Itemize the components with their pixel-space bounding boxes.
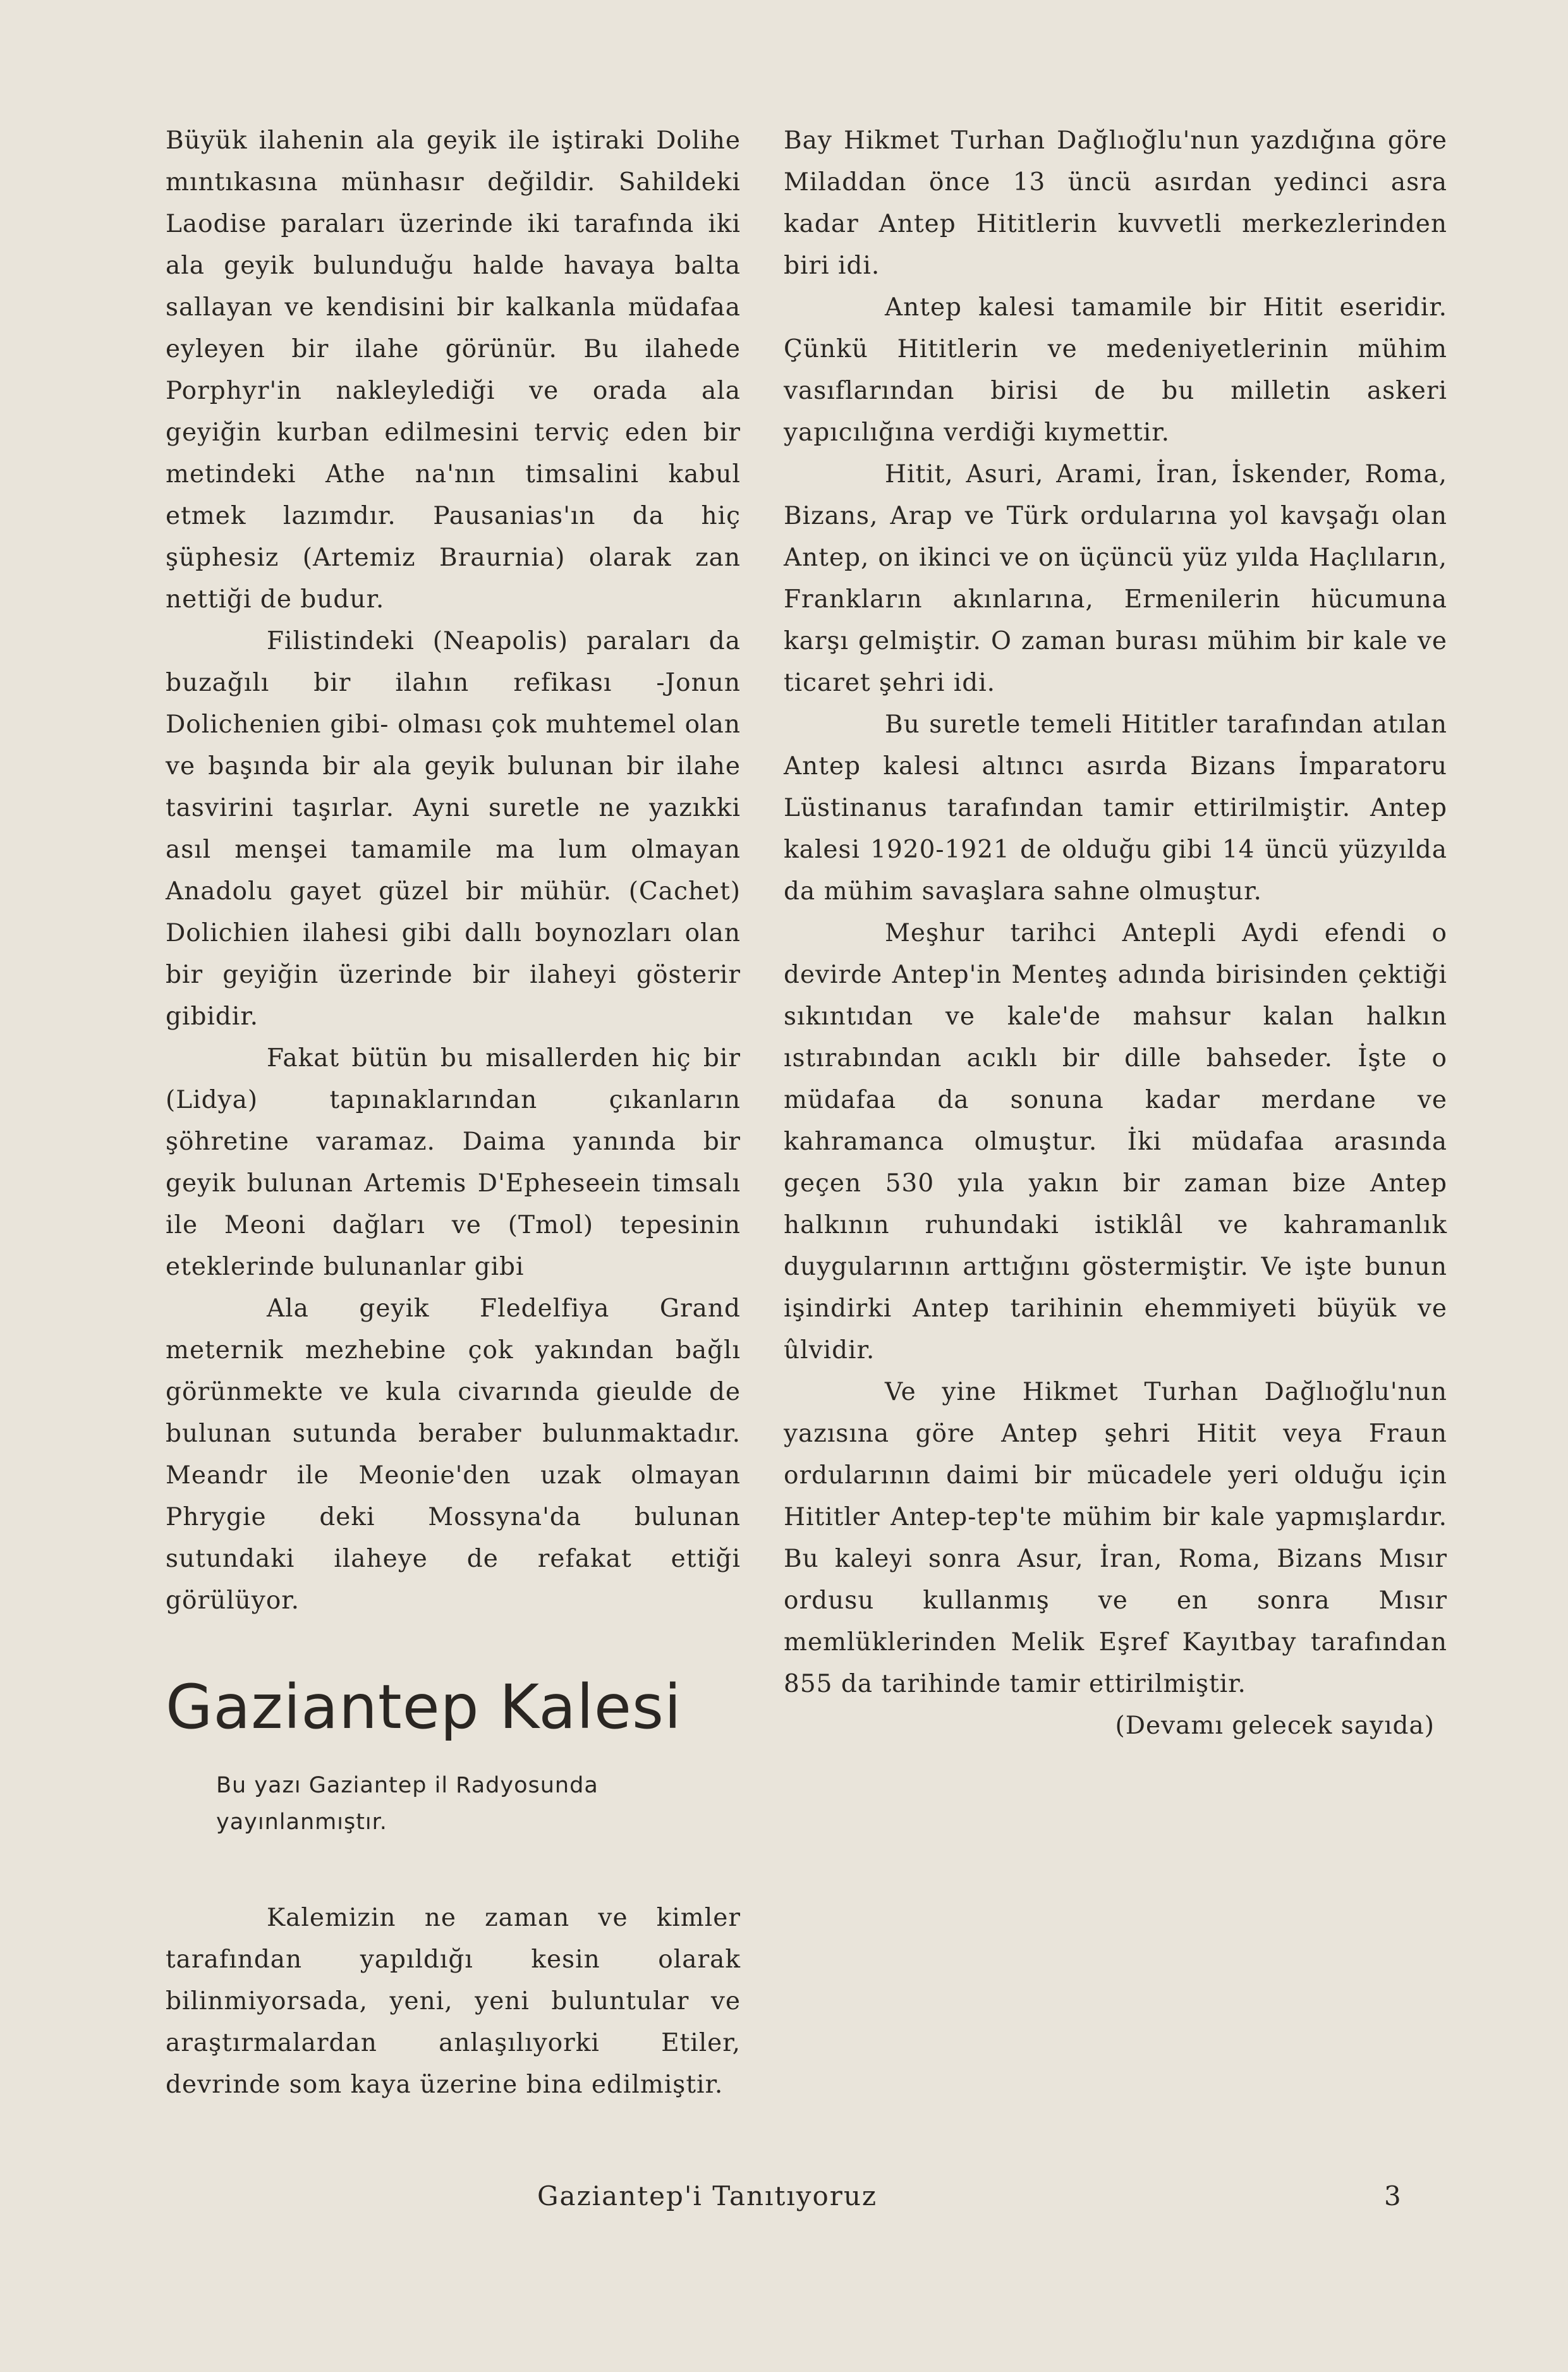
right-paragraph-3: Hitit, Asuri, Arami, İran, İskender, Roma, Bizans, Arap ve Türk ordularına yol kavşağı olan Antep, on ikinci ve on üçüncü yüz yılda Haçlıların, Frankların akınlarına, Ermenilerin hücumuna karşı gelmiştir. O zaman burası mühim bir kale ve ticaret şehri idi.	[784, 460, 1447, 697]
left-paragraph-5: Kalemizin ne zaman ve kimler tarafından yapıldığı kesin olarak bilinmiyorsada, yeni, yeni buluntular ve araştırmalardan anlaşılıyorki Etiler, devrinde som kaya üzerine bina edilmiştir.	[166, 1904, 741, 2099]
left-paragraph-3: Fakat bütün bu misallerden hiç bir (Lidya) tapınaklarından çıkanların şöhretine varamaz. Daima yanında bir geyik bulunan Artemis D'Epheseein timsalı ile Meoni dağları ve (Tmol) tepesinin eteklerinde bulunanlar gibi	[166, 1044, 741, 1281]
left-paragraph-2: Filistindeki (Neapolis) paraları da buzağılı bir ilahın refikası -Jonun Dolichenien gibi- olması çok muhtemel olan ve başında bir ala geyik bulunan bir ilahe tasvirini taşırlar. Ayni suretle ne yazıkki asıl menşei tamamile ma lum olmayan Anadolu gayet güzel bir mühür. (Cachet) Dolichien ilahesi gibi dallı boynozları olan bir geyiğin üzerinde bir ilaheyi gösterir gibidir.	[166, 627, 741, 1031]
right-paragraph-2: Antep kalesi tamamile bir Hitit eseridir. Çünkü Hititlerin ve medeniyetlerinin mühim vasıflarından birisi de bu milletin askeri yapıcılığına verdiği kıymettir.	[784, 293, 1447, 447]
page-number: 3	[1384, 2180, 1401, 2211]
continued-note: (Devamı gelecek sayıda)	[1115, 1712, 1435, 1740]
right-paragraph-1: Bay Hikmet Turhan Dağlıoğlu'nun yazdığına göre Miladdan önce 13 üncü asırdan yedinci asra kadar Antep Hititlerin kuvvetli merkezlerinden biri idi.	[784, 126, 1447, 280]
right-paragraph-5: Meşhur tarihci Antepli Aydi efendi o devirde Antep'in Menteş adında birisinden çektiği sıkıntıdan ve kale'de mahsur kalan halkın ıstırabından acıklı bir dille bahseder. İşte o müdafaa da sonuna kadar merdane ve kahramanca olmuştur. İki müdafaa arasında geçen 530 yıla yakın bir zaman bize Antep halkının ruhundaki istiklâl ve kahramanlık duygularının arttığını göstermiştir. Ve işte bunun işindirki Antep tarihinin ehemmiyeti büyük ve ûlvidir.	[784, 919, 1447, 1365]
left-paragraph-4: Ala geyik Fledelfiya Grand meternik mezhebine çok yakından bağlı görünmekte ve kula civarında gieulde de bulunan sutunda beraber bulunmaktadır. Meandr ile Meonie'den uzak olmayan Phrygie deki Mossyna'da bulunan sutundaki ilaheye de refakat ettiği görülüyor.	[166, 1294, 741, 1615]
broadcast-note: Bu yazı Gaziantep il Radyosunda yayınlanmıştır.	[216, 1773, 599, 1835]
right-column	[784, 120, 1447, 1747]
left-paragraph-1: Büyük ilahenin ala geyik ile iştiraki Dolihe mıntıkasına münhasır değildir. Sahildeki Laodise paraları üzerinde iki tarafında iki ala geyik bulunduğu halde havaya balta sallayan ve kendisini bir kalkanla müdafaa eyleyen bir ilahe görünür. Bu ilahede Porphyr'in nakleylediği ve orada ala geyiğin kurban edilmesini terviç eden bir metindeki Athe na'nın timsalini kabul etmek lazımdır. Pausanias'ın da hiç şüphesiz (Artemiz Braurnia) olarak zan nettiği de budur.	[166, 126, 741, 614]
footer-publication-title: Gaziantep'i Tanıtıyoruz	[537, 2180, 878, 2211]
right-paragraph-6: Ve yine Hikmet Turhan Dağlıoğlu'nun yazısına göre Antep şehri Hitit veya Fraun ordularının daimi bir mücadele yeri olduğu için Hititler Antep-tep'te mühim bir kale yapmışlardır. Bu kaleyi sonra Asur, İran, Roma, Bizans Mısır ordusu kullanmış ve en sonra Mısır memlüklerinden Melik Eşref Kayıtbay tarafından 855 da tarihinde tamir ettirilmiştir.	[784, 1378, 1447, 1698]
right-paragraph-4: Bu suretle temeli Hititler tarafından atılan Antep kalesi altıncı asırda Bizans İmparatoru Lüstinanus tarafından tamir ettirilmiştir. Antep kalesi 1920-1921 de olduğu gibi 14 üncü yüzyılda da mühim savaşlara sahne olmuştur.	[784, 710, 1447, 906]
article-heading: Gaziantep Kalesi	[166, 1672, 682, 1743]
left-column	[166, 120, 741, 2106]
